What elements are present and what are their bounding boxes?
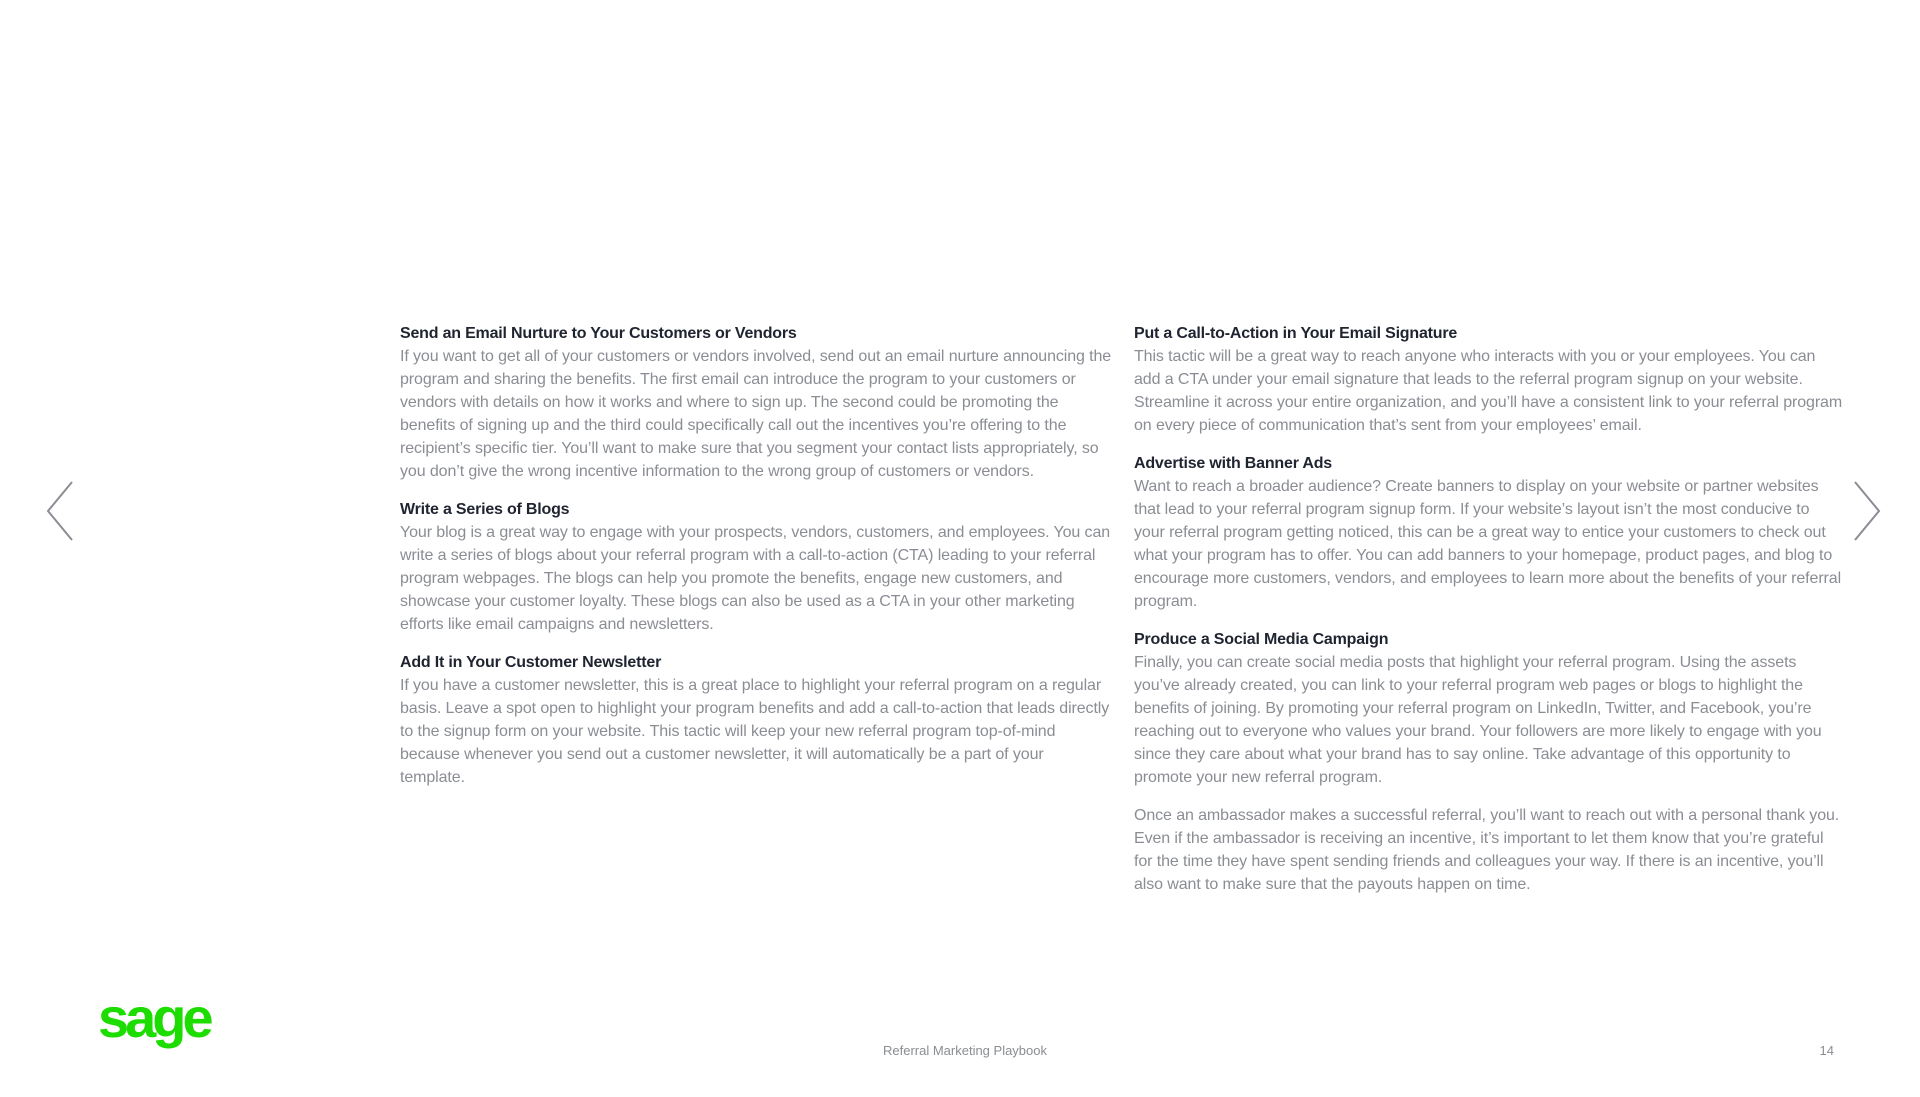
footer-document-title: Referral Marketing Playbook xyxy=(882,1043,1048,1058)
section-heading: Send an Email Nurture to Your Customers or Vendors xyxy=(400,325,797,342)
section-email-nurture xyxy=(400,322,1112,483)
previous-page-button[interactable] xyxy=(44,478,84,544)
section-heading: Add It in Your Customer Newsletter xyxy=(400,654,662,671)
chevron-left-icon xyxy=(44,478,84,544)
chevron-right-icon xyxy=(1851,478,1891,544)
section-text: This tactic will be a great way to reach anyone who interacts with you or your employees. You can add a CTA under your email signature that leads to the referral program signup on your website. Streamline it across your entire organization, and you’ll have a consistent link to your referral program on every piece of communication that’s sent from your employees’ email. xyxy=(1134,348,1843,434)
section-text: If you want to get all of your customers or vendors involved, send out an email nurture announcing the program and sharing the benefits. The first email can introduce the program to your customers or vendors with details on how it works and where to sign up. The second could be promoting the benefits of signing up and the third could specifically call out the incentives you’re offering to the recipient’s specific tier. You’ll want to make sure that you segment your contact lists appropriately, so you don’t give the wrong incentive information to the wrong group of customers or vendors. xyxy=(400,348,1112,480)
section-text: Want to reach a broader audience? Create banners to display on your website or partner websites that lead to your referral program signup form. If your website’s layout isn’t the most conducive to your referral program getting noticed, this can be a great way to entice your customers to check out what your program has to offer. You can add banners to your homepage, product pages, and blog to encourage more customers, vendors, and employees to learn more about the benefits of your referral program. xyxy=(1134,478,1842,610)
section-blogs xyxy=(400,498,1112,636)
right-column xyxy=(1134,322,1844,896)
section-newsletter xyxy=(400,651,1112,789)
section-heading: Produce a Social Media Campaign xyxy=(1134,631,1389,648)
section-text: Your blog is a great way to engage with your prospects, vendors, customers, and employees. You can write a series of blogs about your referral program with a call-to-action (CTA) leading to your referral program webpages. The blogs can help you promote the benefits, engage new customers, and showcase your customer loyalty. These blogs can also be used as a CTA in your other marketing efforts like email campaigns and newsletters. xyxy=(400,524,1111,633)
section-email-signature xyxy=(1134,322,1844,437)
section-heading: Write a Series of Blogs xyxy=(400,501,570,518)
next-page-button[interactable] xyxy=(1851,478,1891,544)
left-column xyxy=(400,322,1112,804)
section-text: Finally, you can create social media posts that highlight your referral program. Using the assets you’ve already created, you can link to your referral program web pages or blogs to highlight the benefits of joining. By promoting your referral program on LinkedIn, Twitter, and Facebook, you’re reaching out to everyone who values your brand. Your followers are more likely to engage with you since they care about what your brand has to say online. Take advantage of this opportunity to promote your new referral program. xyxy=(1134,654,1822,786)
section-text: If you have a customer newsletter, this is a great place to highlight your referral program on a regular basis. Leave a spot open to highlight your program benefits and add a call-to-action that leads directly to the signup form on your website. This tactic will keep your new referral program top-of-mind because whenever you send out a customer newsletter, it will automatically be a part of your template. xyxy=(400,677,1110,786)
section-banner-ads xyxy=(1134,452,1844,613)
closing-paragraph: Once an ambassador makes a successful referral, you’ll want to reach out with a personal thank you. Even if the ambassador is receiving an incentive, it’s important to let them know that you’re grateful for the time they have spent sending friends and colleagues your way. If there is an incentive, you’ll also want to make sure that the payouts happen on time. xyxy=(1134,807,1840,893)
section-heading: Put a Call-to-Action in Your Email Signature xyxy=(1134,325,1458,342)
sage-logo: sage xyxy=(98,986,210,1049)
section-heading: Advertise with Banner Ads xyxy=(1134,455,1333,472)
page-number: 14 xyxy=(1819,1043,1834,1058)
section-social-media xyxy=(1134,628,1844,789)
